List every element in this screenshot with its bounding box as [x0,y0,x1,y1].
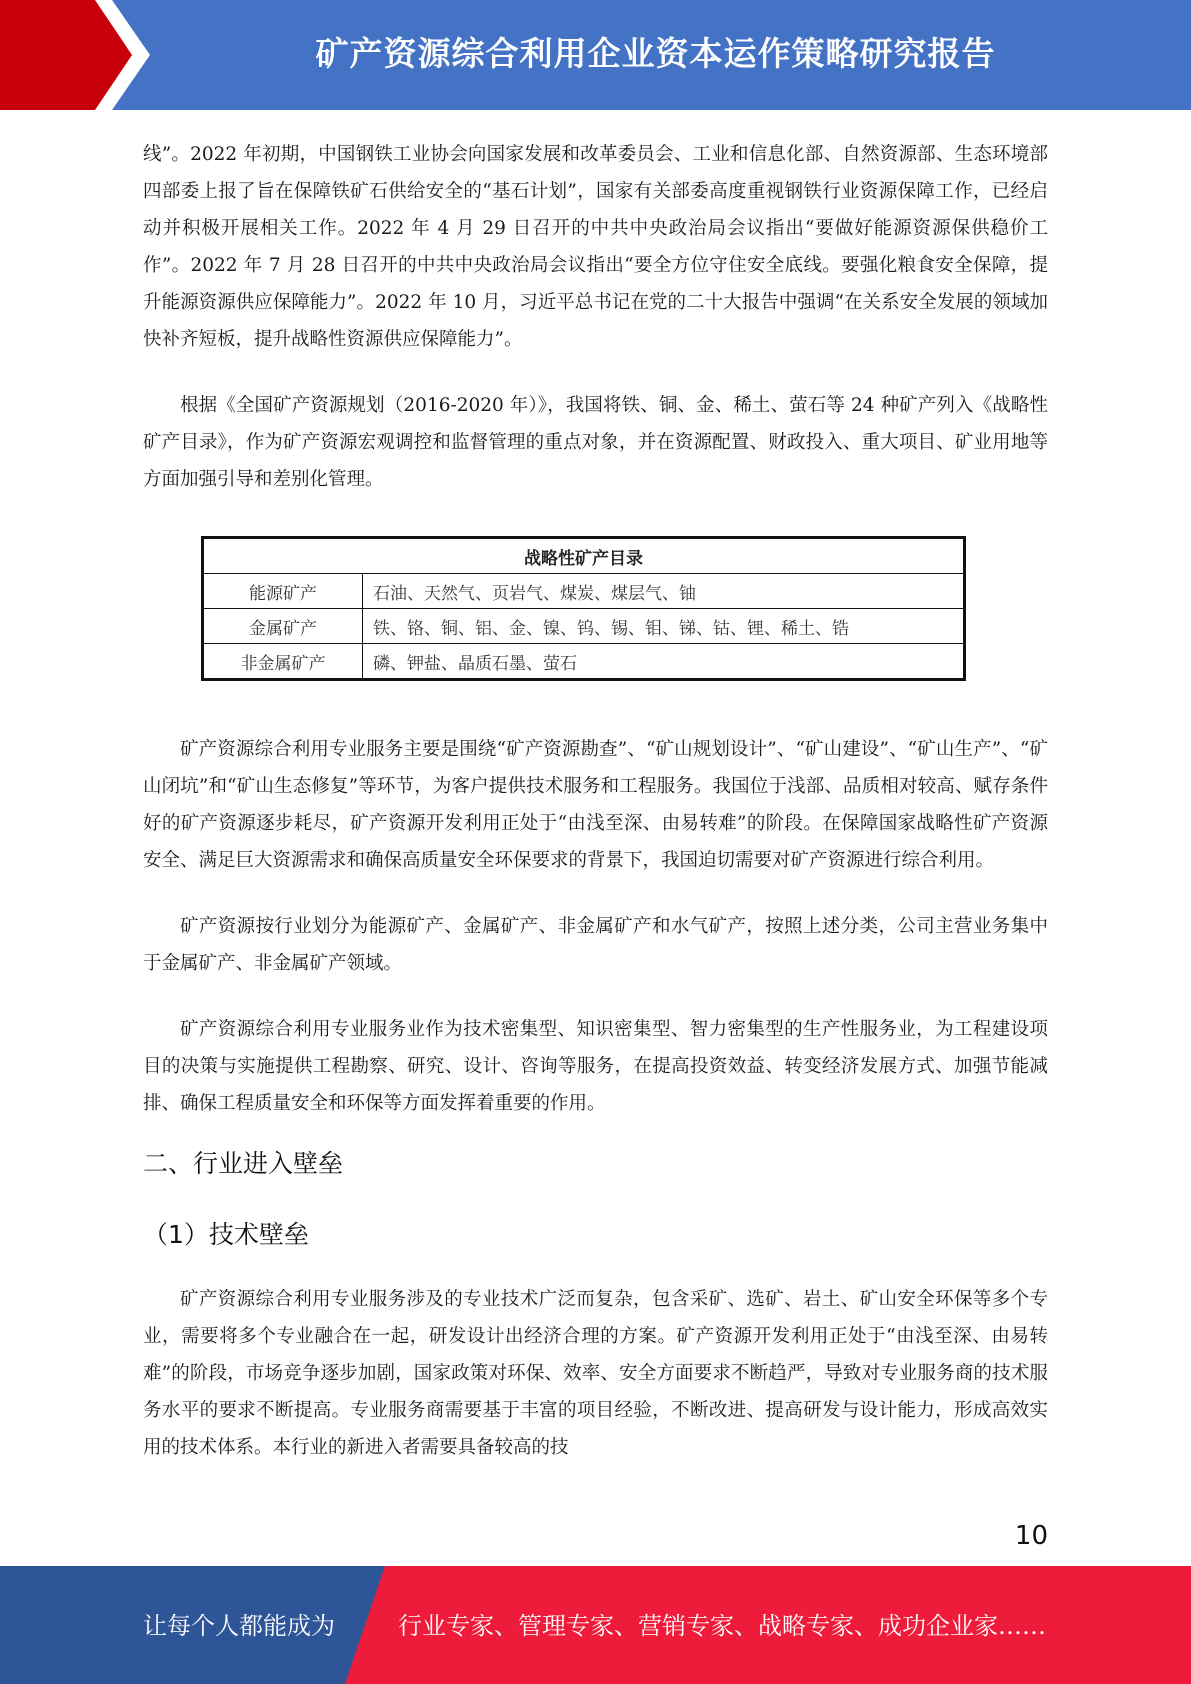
footer-slogan-right: 行业专家、管理专家、营销专家、战略专家、成功企业家…… [398,1612,1046,1640]
paragraph: 矿产资源综合利用专业服务主要是围绕“矿产资源勘查”、“矿山规划设计”、“矿山建设”、“矿山生产”、“矿山闭坑”和“矿山生态修复”等环节，为客户提供技术服务和工程服务。我国位于浅部、品质相对较高、赋存条件好的矿产资源逐步耗尽，矿产资源开发利用正处于“由浅至深、由易转难”的阶段。在保障国家战略性矿产资源安全、满足巨大资源需求和确保高质量安全环保要求的背景下，我国迫切需要对矿产资源进行综合利用。 [143,739,1048,871]
footer-slogan-left: 让每个人都能成为 [143,1612,335,1640]
table-cell-items: 磷、钾盐、晶质石墨、萤石 [363,644,965,680]
paragraph: 矿产资源综合利用专业服务业作为技术密集型、知识密集型、智力密集型的生产性服务业，为工程建设项目的决策与实施提供工程勘察、研究、设计、咨询等服务，在提高投资效益、转变经济发展方式、加强节能减排、确保工程质量安全和环保等方面发挥着重要的作用。 [143,1019,1048,1114]
page-header [0,0,1191,110]
page-footer [0,1566,1191,1684]
paragraph: 矿产资源按行业划分为能源矿产、金属矿产、非金属矿产和水气矿产，按照上述分类，公司主营业务集中于金属矿产、非金属矿产领域。 [143,916,1048,974]
table-cell-category: 能源矿产 [203,574,363,609]
table-row [203,644,965,680]
table-cell-category: 金属矿产 [203,609,363,644]
strategic-minerals-table-wrap [201,536,966,681]
main-content [143,136,1048,1466]
strategic-minerals-table [201,536,966,681]
subsection-heading: （1）技术壁垒 [143,1220,309,1249]
header-arrow-decoration [0,0,170,110]
paragraph: 根据《全国矿产资源规划（2016-2020 年）》，我国将铁、铜、金、稀土、萤石等 24 种矿产列入《战略性矿产目录》，作为矿产资源宏观调控和监督管理的重点对象，并在资源配置、财政投入、重大项目、矿业用地等方面加强引导和差别化管理。 [143,395,1048,490]
table-cell-items: 铁、铬、铜、铝、金、镍、钨、锡、钼、锑、钴、锂、稀土、锆 [363,609,965,644]
paragraph: 线”。2022 年初期，中国钢铁工业协会向国家发展和改革委员会、工业和信息化部、自然资源部、生态环境部四部委上报了旨在保障铁矿石供给安全的“基石计划”，国家有关部委高度重视钢铁行业资源保障工作，已经启动并积极开展相关工作。2022 年 4 月 29 日召开的中共中央政治局会议指出“要做好能源资源保供稳价工作”。2022 年 7 月 28 日召开的中共中央政治局会议指出“要全方位守住安全底线。要强化粮食安全保障，提升能源资源供应保障能力”。2022 年 10 月，习近平总书记在党的二十大报告中强调“在关系安全发展的领域加快补齐短板，提升战略性资源供应保障能力”。 [143,144,1048,350]
section-heading: 二、行业进入壁垒 [143,1149,344,1178]
table-row [203,574,965,609]
paragraph: 矿产资源综合利用专业服务涉及的专业技术广泛而复杂，包含采矿、选矿、岩土、矿山安全环保等多个专业，需要将多个专业融合在一起，研发设计出经济合理的方案。矿产资源开发利用正处于“由浅至深、由易转难”的阶段，市场竞争逐步加剧，国家政策对环保、效率、安全方面要求不断趋严，导致对专业服务商的技术服务水平的要求不断提高。专业服务商需要基于丰富的项目经验，不断改进、提高研发与设计能力，形成高效实用的技术体系。本行业的新进入者需要具备较高的技 [143,1289,1048,1458]
table-cell-items: 石油、天然气、页岩气、煤炭、煤层气、铀 [363,574,965,609]
report-title: 矿产资源综合利用企业资本运作策略研究报告 [315,34,996,73]
table-cell-category: 非金属矿产 [203,644,363,680]
table-row [203,609,965,644]
page-number: 10 [1014,1521,1048,1551]
table-title: 战略性矿产目录 [203,538,965,574]
